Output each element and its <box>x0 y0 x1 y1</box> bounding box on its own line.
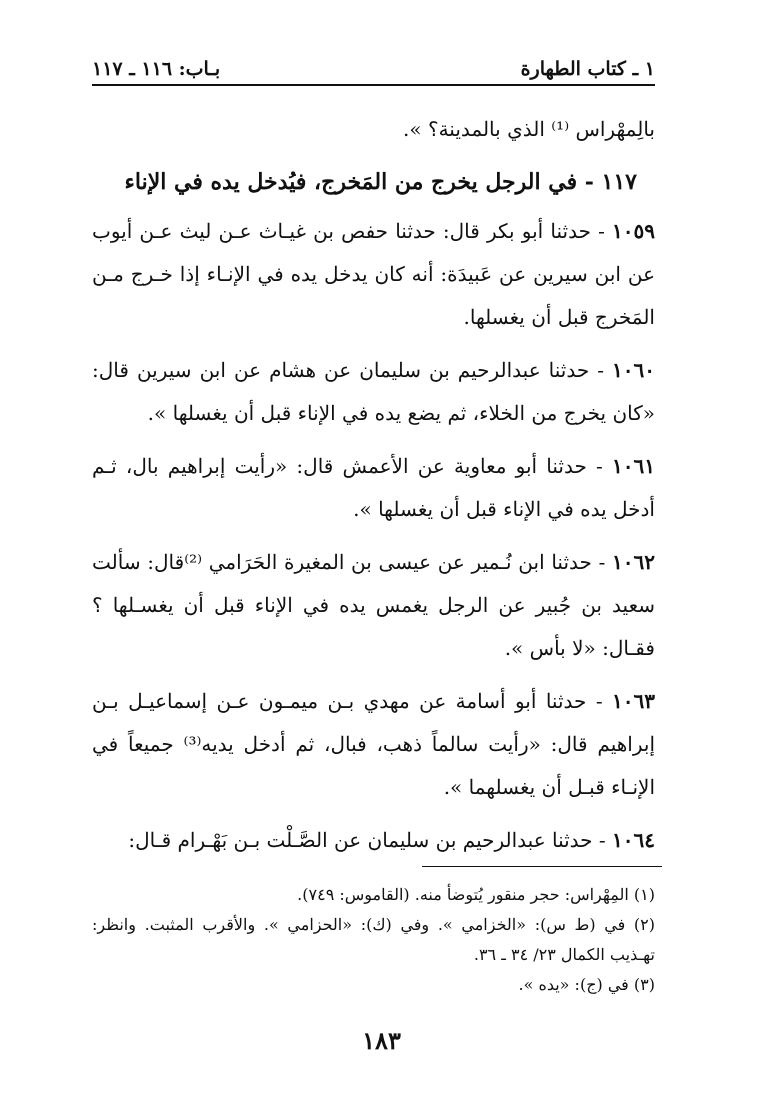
hadith-paragraph: ١٠٦٤ - حدثنا عبدالرحيم بن سليمان عن الصَّـلْت بـن بَهْـرام قـال: <box>128 828 655 852</box>
book-title: ١ ـ كتاب الطهارة <box>520 58 655 80</box>
footnote: (١) المِهْراس: حجر منقور يُتوضأ منه. (القاموس: ٧٤٩). <box>297 885 655 904</box>
continued-line: بالِمهْراس ⁽¹⁾ الذي بالمدينة؟ ». <box>403 117 655 141</box>
hadith-text: حدثنا أبو أسامة عن مهدي بـن ميمـون عـن إسماعيـل بـن إبراهيم قال: «رأيت سالماً ذهب، فبال، ثم أدخل يديه⁽³⁾ جميعاً في الإنـاء قبـل أن يغسلهما ». <box>92 689 655 799</box>
hadith-number: ١٠٦٠ <box>612 358 655 382</box>
hadith-number: ١٠٦٤ <box>612 828 655 852</box>
page-header <box>92 44 655 80</box>
hadith-paragraph: ١٠٦١ - حدثنا أبو معاوية عن الأعمش قال: «رأيت إبراهيم بال، ثـم أدخل يده في الإناء قبل أن يغسلها ». <box>92 454 655 521</box>
hadith-number: ١٠٦٣ <box>612 689 655 713</box>
hadith-text: حدثنا أبو بكر قال: حدثنا حفص بن غيـاث عـن ليث عـن أيوب عن ابن سيرين عن عَبيدَة: أنه كان يدخل يده في الإنـاء إذا خـرج مـن المَخرج قبل أن يغسلها. <box>92 219 655 329</box>
header-rule <box>92 84 655 86</box>
hadith-paragraph: ١٠٦٢ - حدثنا ابن نُـمير عن عيسى بن المغيرة الحَرَامي ⁽²⁾قال: سألت سعيد بن جُبير عن الرجل يغمس يده في الإناء قبل أن يغسـلها ؟ فقـال: «لا بأس ». <box>92 550 655 660</box>
hadith-paragraph: ١٠٦٠ - حدثنا عبدالرحيم بن سليمان عن هشام عن ابن سيرين قال: «كان يخرج من الخلاء، ثم يضع يده في الإناء قبل أن يغسلها ». <box>92 358 655 425</box>
page-number: ١٨٣ <box>362 1026 401 1055</box>
hadith-text: حدثنا أبو معاوية عن الأعمش قال: «رأيت إبراهيم بال، ثـم أدخل يده في الإناء قبل أن يغسلها ». <box>92 454 655 521</box>
chapter-title: ١١٧ - في الرجل يخرج من المَخرج، فيُدخل يده في الإناء <box>124 169 637 195</box>
hadith-number: ١٠٦١ <box>612 454 655 478</box>
hadith-text: حدثنا عبدالرحيم بن سليمان عن الصَّـلْت بـن بَهْـرام قـال: <box>128 828 593 852</box>
hadith-text: حدثنا ابن نُـمير عن عيسى بن المغيرة الحَرَامي ⁽²⁾قال: سألت سعيد بن جُبير عن الرجل يغمس يده في الإناء قبل أن يغسـلها ؟ فقـال: «لا بأس ». <box>92 550 655 660</box>
hadith-paragraph: ١٠٦٣ - حدثنا أبو أسامة عن مهدي بـن ميمـون عـن إسماعيـل بـن إبراهيم قال: «رأيت سالماً ذهب، فبال، ثم أدخل يديه⁽³⁾ جميعاً في الإنـاء قبـل أن يغسلهما ». <box>92 689 655 799</box>
section-range: بـاب: ١١٦ ـ ١١٧ <box>92 58 221 80</box>
footnotes <box>92 880 655 1000</box>
hadith-number: ١٠٥٩ <box>612 219 655 243</box>
footnote: (٢) في (ط س): «الخزامي ». وفي (ك): «الحزامي ». والأقرب المثبت. وانظر: تهـذيب الكمال ٢٣/ ٣٤ ـ ٣٦. <box>92 915 655 964</box>
hadith-text: حدثنا عبدالرحيم بن سليمان عن هشام عن ابن سيرين قال: «كان يخرج من الخلاء، ثم يضع يده في الإناء قبل أن يغسلها ». <box>92 358 655 425</box>
hadith-paragraph: ١٠٥٩ - حدثنا أبو بكر قال: حدثنا حفص بن غيـاث عـن ليث عـن أيوب عن ابن سيرين عن عَبيدَة: أنه كان يدخل يده في الإنـاء إذا خـرج مـن المَخرج قبل أن يغسلها. <box>92 219 655 329</box>
footnote: (٣) في (ج): «يده ». <box>518 975 655 994</box>
main-text <box>92 108 655 872</box>
footnote-rule <box>422 866 662 867</box>
hadith-number: ١٠٦٢ <box>612 550 655 574</box>
